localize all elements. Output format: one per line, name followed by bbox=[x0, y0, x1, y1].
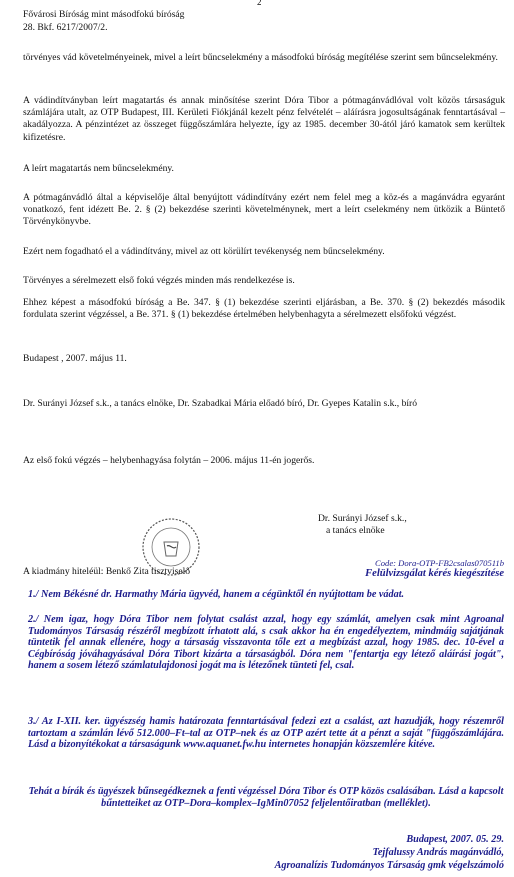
paragraph: A leírt magatartás nem bűncselekmény. bbox=[23, 163, 174, 174]
document-code: Code: Dora-OTP-FB2csalas070511b bbox=[375, 558, 504, 568]
page-number: 2 bbox=[257, 0, 262, 7]
annotation-organization: Agroanalízis Tudományos Társaság gmk végelszámoló bbox=[274, 860, 504, 871]
annotation-point-1: 1./ Nem Békésné dr. Harmathy Mária ügyvéd, hanem a cégünktől én nyújtottam be vádat. bbox=[28, 589, 405, 600]
annotation-conclusion: Tehát a bírák és ügyészek bűnsegédkeznek a fenti végzéssel Dóra Tibor és OTP közös csalásában. Lásd a kapcsolt bűntetteiket az OTP–Dora–komplex–IgMin07052 feljelentőiratban (melléklet). bbox=[28, 786, 504, 809]
annotation-point-2: 2./ Nem igaz, hogy Dóra Tibor nem folytat csalást azzal, hogy egy számlát, amelyen csak mint Agroanal Tudományos Társaság részéről megbízott írhatott alá, s csak akkor ha én engedélyeztem, mindmáig sajátjának tüntetik fel annak ellenére, hogy a társaság visszavonta tőle ezt a megbízást azzal, hogy 1985. dec. 10-ével a Cégbíróság jóváhagyásával Dóra Tibort kizárta a társaságból. Dóra nem "fentartja egy létező aláírási jogát", hanem a sosem létező számlatulajdonosi jogát ma is létezőnek tünteti fel, csal. bbox=[28, 614, 504, 672]
paragraph: Törvényes a sérelmezett első fokú végzés minden más rendelkezése is. bbox=[23, 275, 295, 286]
court-name: Fővárosi Bíróság mint másodfokú bíróság bbox=[23, 9, 185, 20]
finality-statement: Az első fokú végzés – helybenhagyása folytán – 2006. május 11-én jogerős. bbox=[23, 455, 315, 466]
judges-line: Dr. Surányi József s.k., a tanács elnöke, Dr. Szabadkai Mária előadó bíró, Dr. Gyepes Katalin s.k., bíró bbox=[23, 398, 418, 409]
paragraph: A pótmagánvádló által a képviselője által benyújtott vádindítvány ezért nem felel meg a köz-és a magánvádra egyaránt vonatkozó, fent idézett Be. 2. § (2) bekezdése szerinti követelménynek, mert a leírt cselekmény nem ütközik a Büntető Törvénykönyvbe. bbox=[23, 192, 505, 228]
annotation-date: Budapest, 2007. 05. 29. bbox=[406, 834, 504, 845]
signature-role: a tanács elnöke bbox=[326, 525, 385, 536]
issue-date: Budapest , 2007. május 11. bbox=[23, 353, 127, 364]
case-number: 28. Bkf. 6217/2007/2. bbox=[23, 22, 108, 33]
certification-line: A kiadmány hiteléül: Benkő Zita tisztviselő bbox=[23, 566, 191, 577]
annotation-author: Tejfalussy András magánvádló, bbox=[372, 847, 504, 858]
paragraph: A vádindítványban leírt magatartás és annak minősítése szerint Dóra Tibor a pótmagánvádlóval volt közös társaságuk számlájára utalt, az OTP Budapest, III. Kerületi Fiókjánál kezelt pénz felvételét – aláírásra jogosultságának fenntartásával – akadályozza. A pénzintézet az összeget függőszámlára helyezte, így az 1985. december 30-ától járó kamatok sem kerültek kifizetésre. bbox=[23, 95, 505, 143]
paragraph: Ezért nem fogadható el a vádindítvány, mivel az ott körülírt tevékenység nem bűncselekmény. bbox=[23, 246, 385, 257]
paragraph: törvényes vád követelményeinek, mivel a leírt bűncselekmény a másodfokú bíróság megítélése szerint sem bűncselekmény. bbox=[23, 52, 498, 63]
signature-name: Dr. Surányi József s.k., bbox=[318, 513, 407, 524]
annotation-point-3: 3./ Az I-XII. ker. ügyészség hamis határozata fenntartásával fedezi ezt a csalást, azt hazudják, hogy részemről tartoztam a számlán lévő 512.000–Ft–tal az OTP–nek és az OTP azért tette át a pénzt a saját "függőszámlájára. Lásd a bizonyítékokat a társaságunk www.aquanet.fw.hu internetes honapján közszemlére kitéve. bbox=[28, 716, 504, 751]
annotation-title: Felülvizsgálat kérés kiegészítése bbox=[365, 568, 504, 579]
paragraph: Ehhez képest a másodfokú bíróság a Be. 347. § (1) bekezdése szerinti eljárásban, a Be. 370. § (2) bekezdés második fordulata szerint végzéssel, a Be. 371. § (1) bekezdése értelmében helybenhagyta a sérelmezett elsőfokú végzést. bbox=[23, 297, 505, 321]
